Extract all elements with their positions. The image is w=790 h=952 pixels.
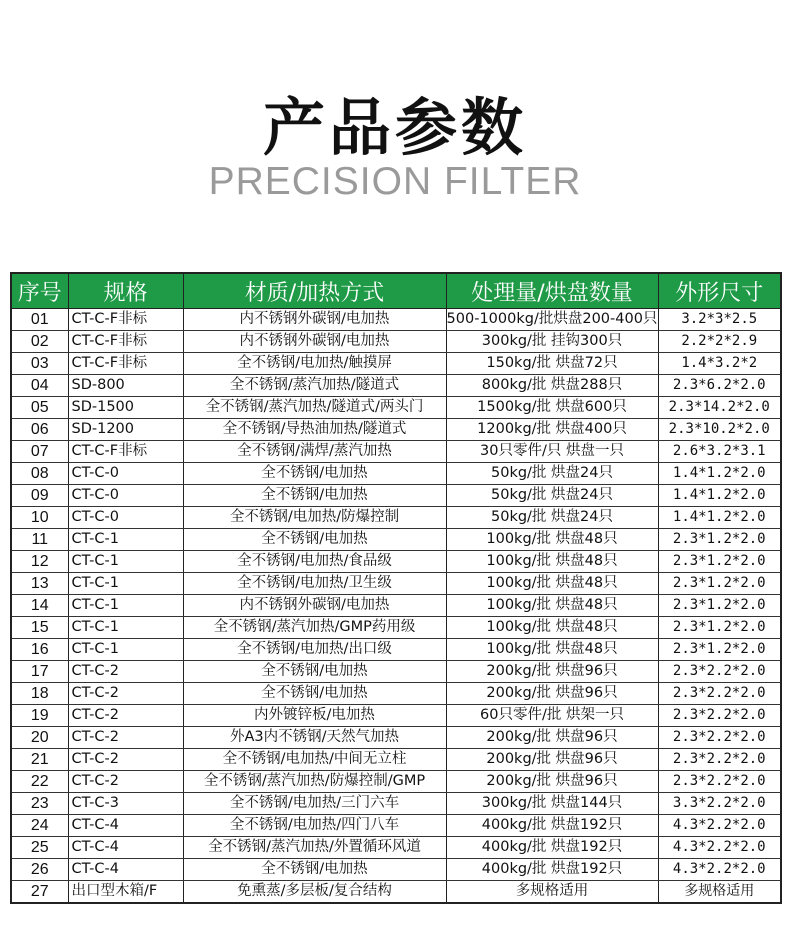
row-material: 全不锈钢/电加热/卫生级 bbox=[183, 573, 446, 595]
row-dimensions: 1.4*3.2*2 bbox=[658, 353, 781, 375]
row-dimensions: 1.4*1.2*2.0 bbox=[658, 463, 781, 485]
row-model: SD-1200 bbox=[68, 419, 183, 441]
table-row bbox=[11, 881, 781, 904]
row-capacity: 50kg/批 烘盘24只 bbox=[446, 507, 658, 529]
row-material: 全不锈钢/电加热/食品级 bbox=[183, 551, 446, 573]
row-material: 全不锈钢/蒸汽加热/GMP药用级 bbox=[183, 617, 446, 639]
row-capacity: 200kg/批 烘盘96只 bbox=[446, 749, 658, 771]
row-material: 全不锈钢/电加热 bbox=[183, 661, 446, 683]
row-number: 20 bbox=[11, 727, 68, 749]
row-dimensions: 2.3*1.2*2.0 bbox=[658, 573, 781, 595]
row-material: 全不锈钢/导热油加热/隧道式 bbox=[183, 419, 446, 441]
header-capacity: 处理量/烘盘数量 bbox=[446, 273, 658, 309]
row-material: 全不锈钢/电加热 bbox=[183, 463, 446, 485]
row-dimensions: 2.3*1.2*2.0 bbox=[658, 529, 781, 551]
row-model: CT-C-2 bbox=[68, 771, 183, 793]
row-capacity: 100kg/批 烘盘48只 bbox=[446, 639, 658, 661]
row-model: CT-C-3 bbox=[68, 793, 183, 815]
row-number: 26 bbox=[11, 859, 68, 881]
row-material: 全不锈钢/电加热/触摸屏 bbox=[183, 353, 446, 375]
table-row bbox=[11, 331, 781, 353]
row-number: 12 bbox=[11, 551, 68, 573]
table-row bbox=[11, 441, 781, 463]
page-title: 产品参数 bbox=[262, 91, 527, 164]
row-capacity: 1200kg/批 烘盘400只 bbox=[446, 419, 658, 441]
row-number: 14 bbox=[11, 595, 68, 617]
row-number: 09 bbox=[11, 485, 68, 507]
row-model: SD-1500 bbox=[68, 397, 183, 419]
table-row bbox=[11, 507, 781, 529]
table-row bbox=[11, 639, 781, 661]
row-dimensions: 2.3*14.2*2.0 bbox=[658, 397, 781, 419]
row-material: 全不锈钢/电加热/出口级 bbox=[183, 639, 446, 661]
row-number: 21 bbox=[11, 749, 68, 771]
row-model: CT-C-F非标 bbox=[68, 309, 183, 331]
row-capacity: 300kg/批 挂钩300只 bbox=[446, 331, 658, 353]
page-subtitle: PRECISION FILTER bbox=[208, 160, 582, 203]
row-material: 内不锈钢外碳钢/电加热 bbox=[183, 309, 446, 331]
row-model: CT-C-1 bbox=[68, 617, 183, 639]
row-capacity: 100kg/批 烘盘48只 bbox=[446, 573, 658, 595]
row-capacity: 50kg/批 烘盘24只 bbox=[446, 463, 658, 485]
row-material: 全不锈钢/蒸汽加热/隧道式 bbox=[183, 375, 446, 397]
row-dimensions: 4.3*2.2*2.0 bbox=[658, 859, 781, 881]
row-capacity: 60只零件/批 烘架一只 bbox=[446, 705, 658, 727]
row-dimensions: 多规格适用 bbox=[658, 881, 781, 904]
row-dimensions: 4.3*2.2*2.0 bbox=[658, 815, 781, 837]
row-dimensions: 2.6*3.2*3.1 bbox=[658, 441, 781, 463]
row-material: 全不锈钢/电加热 bbox=[183, 859, 446, 881]
row-number: 27 bbox=[11, 881, 68, 904]
row-number: 13 bbox=[11, 573, 68, 595]
row-material: 内不锈钢外碳钢/电加热 bbox=[183, 595, 446, 617]
table-row bbox=[11, 397, 781, 419]
row-model: CT-C-2 bbox=[68, 749, 183, 771]
row-capacity: 200kg/批 烘盘96只 bbox=[446, 771, 658, 793]
row-model: CT-C-0 bbox=[68, 507, 183, 529]
table-row bbox=[11, 595, 781, 617]
table-row bbox=[11, 859, 781, 881]
row-number: 24 bbox=[11, 815, 68, 837]
row-material: 全不锈钢/满焊/蒸汽加热 bbox=[183, 441, 446, 463]
row-number: 06 bbox=[11, 419, 68, 441]
table-body bbox=[11, 309, 781, 904]
row-number: 01 bbox=[11, 309, 68, 331]
row-capacity: 50kg/批 烘盘24只 bbox=[446, 485, 658, 507]
header-dimensions: 外形尺寸 bbox=[658, 273, 781, 309]
row-material: 全不锈钢/电加热/防爆控制 bbox=[183, 507, 446, 529]
row-material: 内外镀锌板/电加热 bbox=[183, 705, 446, 727]
row-model: CT-C-1 bbox=[68, 595, 183, 617]
row-capacity: 100kg/批 烘盘48只 bbox=[446, 551, 658, 573]
row-dimensions: 1.4*1.2*2.0 bbox=[658, 507, 781, 529]
table-row bbox=[11, 529, 781, 551]
row-capacity: 200kg/批 烘盘96只 bbox=[446, 727, 658, 749]
row-material: 全不锈钢/电加热/中间无立柱 bbox=[183, 749, 446, 771]
row-material: 外A3内不锈钢/天然气加热 bbox=[183, 727, 446, 749]
row-number: 10 bbox=[11, 507, 68, 529]
row-model: CT-C-F非标 bbox=[68, 353, 183, 375]
table-row bbox=[11, 815, 781, 837]
row-number: 15 bbox=[11, 617, 68, 639]
table-row bbox=[11, 705, 781, 727]
row-dimensions: 2.3*2.2*2.0 bbox=[658, 771, 781, 793]
row-number: 07 bbox=[11, 441, 68, 463]
row-capacity: 400kg/批 烘盘192只 bbox=[446, 815, 658, 837]
row-number: 22 bbox=[11, 771, 68, 793]
header-material: 材质/加热方式 bbox=[183, 273, 446, 309]
row-material: 全不锈钢/电加热 bbox=[183, 529, 446, 551]
row-dimensions: 2.3*6.2*2.0 bbox=[658, 375, 781, 397]
table-row bbox=[11, 727, 781, 749]
row-dimensions: 2.3*2.2*2.0 bbox=[658, 727, 781, 749]
table-row bbox=[11, 375, 781, 397]
row-model: CT-C-1 bbox=[68, 573, 183, 595]
row-material: 内不锈钢外碳钢/电加热 bbox=[183, 331, 446, 353]
row-number: 16 bbox=[11, 639, 68, 661]
row-capacity: 200kg/批 烘盘96只 bbox=[446, 661, 658, 683]
row-material: 全不锈钢/电加热 bbox=[183, 683, 446, 705]
row-number: 08 bbox=[11, 463, 68, 485]
table-row bbox=[11, 573, 781, 595]
spec-table bbox=[10, 272, 782, 904]
row-number: 17 bbox=[11, 661, 68, 683]
table-row bbox=[11, 551, 781, 573]
row-model: CT-C-2 bbox=[68, 683, 183, 705]
row-model: CT-C-2 bbox=[68, 661, 183, 683]
row-number: 23 bbox=[11, 793, 68, 815]
header-model: 规格 bbox=[68, 273, 183, 309]
row-dimensions: 4.3*2.2*2.0 bbox=[658, 837, 781, 859]
header-no: 序号 bbox=[11, 273, 68, 309]
row-material: 全不锈钢/电加热 bbox=[183, 485, 446, 507]
row-number: 05 bbox=[11, 397, 68, 419]
row-capacity: 200kg/批 烘盘96只 bbox=[446, 683, 658, 705]
row-dimensions: 2.3*1.2*2.0 bbox=[658, 617, 781, 639]
row-dimensions: 2.3*2.2*2.0 bbox=[658, 705, 781, 727]
row-model: SD-800 bbox=[68, 375, 183, 397]
row-dimensions: 1.4*1.2*2.0 bbox=[658, 485, 781, 507]
row-model: CT-C-0 bbox=[68, 485, 183, 507]
row-capacity: 1500kg/批 烘盘600只 bbox=[446, 397, 658, 419]
row-capacity: 100kg/批 烘盘48只 bbox=[446, 595, 658, 617]
row-model: CT-C-F非标 bbox=[68, 441, 183, 463]
row-dimensions: 3.3*2.2*2.0 bbox=[658, 793, 781, 815]
row-dimensions: 2.3*2.2*2.0 bbox=[658, 749, 781, 771]
row-dimensions: 3.2*3*2.5 bbox=[658, 309, 781, 331]
table-row bbox=[11, 661, 781, 683]
table-row bbox=[11, 353, 781, 375]
row-capacity: 300kg/批 烘盘144只 bbox=[446, 793, 658, 815]
table-row bbox=[11, 419, 781, 441]
row-dimensions: 2.3*1.2*2.0 bbox=[658, 595, 781, 617]
row-material: 全不锈钢/电加热/三门六车 bbox=[183, 793, 446, 815]
table-row bbox=[11, 749, 781, 771]
row-capacity: 150kg/批 烘盘72只 bbox=[446, 353, 658, 375]
row-material: 全不锈钢/蒸汽加热/隧道式/两头门 bbox=[183, 397, 446, 419]
row-model: CT-C-1 bbox=[68, 639, 183, 661]
row-number: 18 bbox=[11, 683, 68, 705]
row-dimensions: 2.3*1.2*2.0 bbox=[658, 639, 781, 661]
table-row bbox=[11, 793, 781, 815]
row-model: CT-C-1 bbox=[68, 529, 183, 551]
row-model: 出口型木箱/F bbox=[68, 881, 183, 904]
row-capacity: 400kg/批 烘盘192只 bbox=[446, 859, 658, 881]
row-model: CT-C-4 bbox=[68, 859, 183, 881]
row-model: CT-C-0 bbox=[68, 463, 183, 485]
row-capacity: 100kg/批 烘盘48只 bbox=[446, 617, 658, 639]
row-capacity: 500-1000kg/批烘盘200-400只 bbox=[446, 309, 658, 331]
row-model: CT-C-4 bbox=[68, 815, 183, 837]
row-number: 02 bbox=[11, 331, 68, 353]
row-material: 全不锈钢/蒸汽加热/防爆控制/GMP bbox=[183, 771, 446, 793]
row-model: CT-C-2 bbox=[68, 727, 183, 749]
row-dimensions: 2.3*1.2*2.0 bbox=[658, 551, 781, 573]
table-row bbox=[11, 485, 781, 507]
row-material: 免熏蒸/多层板/复合结构 bbox=[183, 881, 446, 904]
row-capacity: 多规格适用 bbox=[446, 881, 658, 904]
table-row bbox=[11, 463, 781, 485]
row-model: CT-C-F非标 bbox=[68, 331, 183, 353]
row-capacity: 30只零件/只 烘盘一只 bbox=[446, 441, 658, 463]
row-number: 03 bbox=[11, 353, 68, 375]
row-dimensions: 2.2*2*2.9 bbox=[658, 331, 781, 353]
row-model: CT-C-1 bbox=[68, 551, 183, 573]
table-row bbox=[11, 837, 781, 859]
row-capacity: 800kg/批 烘盘288只 bbox=[446, 375, 658, 397]
table-row bbox=[11, 683, 781, 705]
row-material: 全不锈钢/蒸汽加热/外置循环风道 bbox=[183, 837, 446, 859]
row-dimensions: 2.3*2.2*2.0 bbox=[658, 661, 781, 683]
row-model: CT-C-4 bbox=[68, 837, 183, 859]
row-dimensions: 2.3*2.2*2.0 bbox=[658, 683, 781, 705]
row-model: CT-C-2 bbox=[68, 705, 183, 727]
row-number: 19 bbox=[11, 705, 68, 727]
row-number: 25 bbox=[11, 837, 68, 859]
row-dimensions: 2.3*10.2*2.0 bbox=[658, 419, 781, 441]
row-number: 11 bbox=[11, 529, 68, 551]
table-row bbox=[11, 617, 781, 639]
row-capacity: 100kg/批 烘盘48只 bbox=[446, 529, 658, 551]
table-row bbox=[11, 309, 781, 331]
row-material: 全不锈钢/电加热/四门八车 bbox=[183, 815, 446, 837]
table-header-row bbox=[11, 273, 781, 309]
table-row bbox=[11, 771, 781, 793]
row-number: 04 bbox=[11, 375, 68, 397]
row-capacity: 400kg/批 烘盘192只 bbox=[446, 837, 658, 859]
